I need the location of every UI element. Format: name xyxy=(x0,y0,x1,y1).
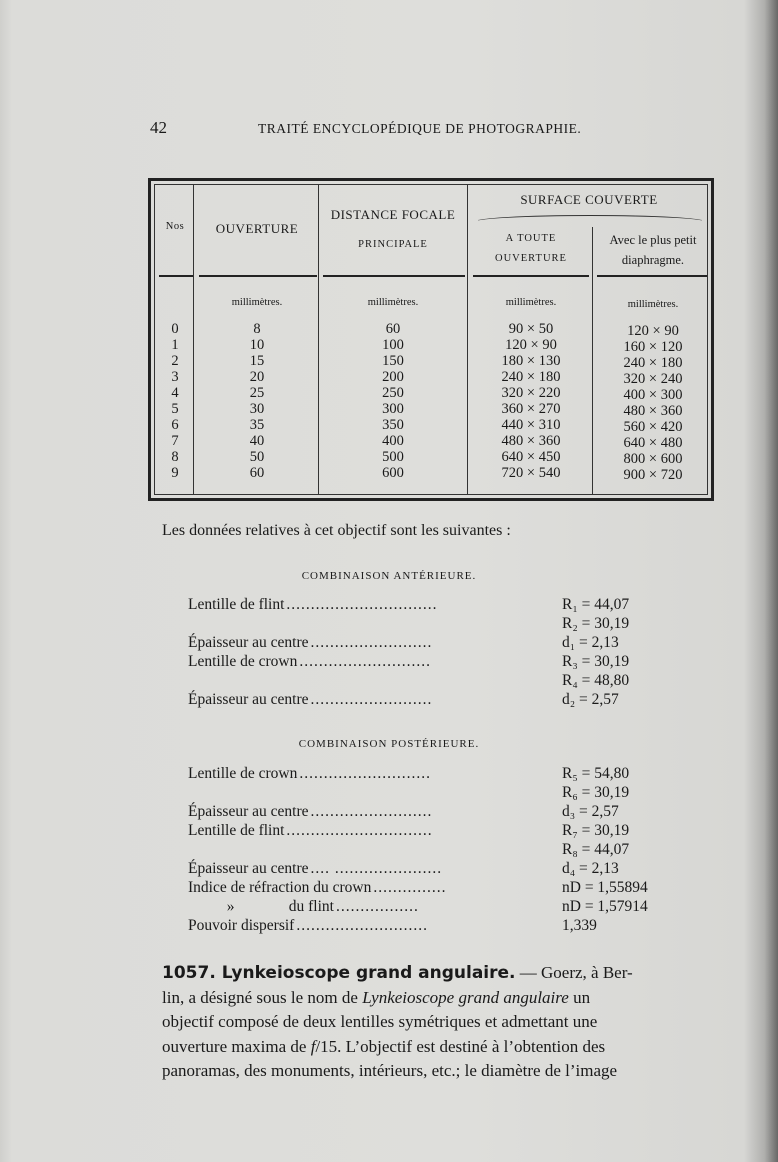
running-title: TRAITÉ ENCYCLOPÉDIQUE DE PHOTOGRAPHIE. xyxy=(258,121,582,136)
paragraph-text: panoramas, des monuments, intérieurs, etc.; le diamètre de l’image xyxy=(162,1061,618,1080)
spec-value: d₁ = 2,13 xyxy=(562,634,619,651)
paragraph-line xyxy=(162,1059,710,1084)
spec-row xyxy=(188,615,658,634)
table-cell-petit: 800 × 600 xyxy=(623,451,683,467)
spec-value: R₁ = 44,07 xyxy=(562,596,630,613)
column-ouverture xyxy=(195,321,319,481)
table-cell-ouverture: 35 xyxy=(249,417,265,433)
spec-row xyxy=(188,898,658,917)
spec-label: Épaisseur au centre xyxy=(188,634,309,651)
spec-value: d₄ = 2,13 xyxy=(562,860,619,877)
table-cell-distance: 150 xyxy=(382,353,404,369)
spec-label: Épaisseur au centre xyxy=(188,803,309,820)
spec-row xyxy=(188,917,658,936)
table-cell-toute: 720 × 540 xyxy=(501,465,561,481)
table-cell-distance: 400 xyxy=(382,433,404,449)
header-rule xyxy=(473,275,589,277)
paragraph-text: ouverture maxima de xyxy=(162,1036,311,1056)
table-cell-distance: 500 xyxy=(382,449,404,465)
lens-table xyxy=(148,178,714,501)
header-rule xyxy=(597,275,707,277)
spec-dots: ............... xyxy=(373,879,447,896)
table-cell-n: 6 xyxy=(171,417,179,433)
table-cell-toute: 90 × 50 xyxy=(508,321,554,337)
table-cell-ouverture: 40 xyxy=(249,433,265,449)
table-cell-ouverture: 8 xyxy=(253,321,261,337)
table-cell-petit: 160 × 120 xyxy=(623,339,683,355)
spec-value: R₆ = 30,19 xyxy=(562,784,630,801)
table-cell-distance: 60 xyxy=(385,321,401,337)
spec-label: » du flint xyxy=(188,898,334,915)
paragraph-line xyxy=(162,986,710,1011)
paragraph-text: un xyxy=(568,987,591,1007)
table-cell-distance: 600 xyxy=(382,465,404,481)
spec-dots: ........................... xyxy=(296,917,428,934)
table-cell-distance: 250 xyxy=(382,385,404,401)
paragraph-line xyxy=(162,1010,710,1035)
spec-label: Lentille de crown xyxy=(188,653,298,670)
spec-dots: .... ...................... xyxy=(310,860,443,877)
header-nos: Nos xyxy=(165,221,185,232)
page-number: 42 xyxy=(150,118,167,137)
table-cell-n: 2 xyxy=(171,353,179,369)
paragraph-text: /15. L’objectif est destiné à l’obtention des xyxy=(315,1036,606,1056)
spec-row xyxy=(188,653,658,672)
header-rule xyxy=(199,275,317,277)
table-cell-toute: 480 × 360 xyxy=(501,433,561,449)
paragraph-text: lin, a désigné sous le nom de xyxy=(162,987,363,1007)
spec-value: R₄ = 48,80 xyxy=(562,672,630,689)
table-cell-n: 1 xyxy=(171,337,179,353)
table-cell-toute: 320 × 220 xyxy=(501,385,561,401)
table-cell-petit: 480 × 360 xyxy=(623,403,683,419)
table-cell-petit: 900 × 720 xyxy=(623,467,683,483)
table-cell-petit: 560 × 420 xyxy=(623,419,683,435)
spec-label: Lentille de crown xyxy=(188,765,298,782)
table-cell-toute: 640 × 450 xyxy=(501,449,561,465)
spec-row xyxy=(188,784,658,803)
paragraph-1057 xyxy=(162,961,710,1084)
spec-value: d₃ = 2,57 xyxy=(562,803,619,820)
spec-value: R₂ = 30,19 xyxy=(562,615,630,632)
table-cell-n: 4 xyxy=(171,385,179,401)
paragraph-line xyxy=(162,961,710,986)
unit-distance: millimètres. xyxy=(367,297,419,308)
table-cell-distance: 300 xyxy=(382,401,404,417)
column-nos xyxy=(157,321,193,481)
header-diaphragme: diaphragme. xyxy=(621,253,685,267)
table-cell-ouverture: 15 xyxy=(249,353,265,369)
table-cell-n: 0 xyxy=(171,321,179,337)
spec-label: Lentille de flint xyxy=(188,822,285,839)
header-distance-focale: DISTANCE FOCALE xyxy=(330,207,456,222)
table-cell-toute: 120 × 90 xyxy=(505,337,557,353)
table-cell-toute: 180 × 130 xyxy=(501,353,561,369)
spec-value: R₃ = 30,19 xyxy=(562,653,630,670)
spec-label: Épaisseur au centre xyxy=(188,691,309,708)
spec-value: nD = 1,55894 xyxy=(562,879,648,896)
spec-value: d₂ = 2,57 xyxy=(562,691,619,708)
header-principale: PRINCIPALE xyxy=(358,239,428,250)
spec-dots: .............................. xyxy=(286,822,433,839)
spec-value: R₇ = 30,19 xyxy=(562,822,630,839)
table-cell-ouverture: 25 xyxy=(249,385,265,401)
paragraph-text: — Goerz, à Ber- xyxy=(515,963,633,982)
italic-text: Lynkeioscope grand angulaire xyxy=(362,987,569,1007)
table-cell-toute: 240 × 180 xyxy=(501,369,561,385)
table-cell-n: 3 xyxy=(171,369,179,385)
section-number: 1057. xyxy=(162,963,222,983)
header-rule xyxy=(323,275,465,277)
unit-toute: millimètres. xyxy=(505,297,557,308)
table-cell-ouverture: 30 xyxy=(249,401,265,417)
paragraph-line xyxy=(162,1035,710,1060)
italic-text: f xyxy=(310,1036,316,1056)
table-cell-n: 9 xyxy=(171,465,179,481)
spec-value: R₅ = 54,80 xyxy=(562,765,630,782)
column-distance xyxy=(319,321,467,481)
spec-row xyxy=(188,860,658,879)
header-avec-le-plus-petit: Avec le plus petit xyxy=(609,233,697,247)
table-cell-n: 7 xyxy=(171,433,179,449)
header-a-toute: A TOUTE xyxy=(505,233,557,244)
spec-dots: ........................... xyxy=(299,765,431,782)
column-petit xyxy=(593,323,713,483)
column-toute xyxy=(469,321,593,481)
table-cell-petit: 400 × 300 xyxy=(623,387,683,403)
spec-row xyxy=(188,765,658,784)
table-cell-petit: 240 × 180 xyxy=(623,355,683,371)
section-heading: Lynkeioscope grand angulaire. xyxy=(221,963,516,983)
spec-label: Pouvoir dispersif xyxy=(188,917,295,934)
spec-dots: ............................... xyxy=(286,596,438,613)
spec-dots: ........................... xyxy=(299,653,431,670)
table-cell-toute: 440 × 310 xyxy=(501,417,561,433)
spec-row xyxy=(188,634,658,653)
spec-dots: ......................... xyxy=(310,803,433,820)
header-surface-couverte: SURFACE COUVERTE xyxy=(520,192,658,207)
spec-dots: ......................... xyxy=(310,634,433,651)
page-header xyxy=(148,118,618,140)
spec-value: nD = 1,57914 xyxy=(562,898,648,915)
paragraph-text: objectif composé de deux lentilles symétriques et admettant une xyxy=(162,1012,598,1031)
section-title-posterieure: COMBINAISON POSTÉRIEURE. xyxy=(298,738,480,750)
table-cell-petit: 320 × 240 xyxy=(623,371,683,387)
spec-row xyxy=(188,822,658,841)
spec-row xyxy=(188,841,658,860)
header-ouverture-sub: OUVERTURE xyxy=(495,253,567,264)
spec-row xyxy=(188,879,658,898)
spec-value: R₈ = 44,07 xyxy=(562,841,630,858)
spec-value: 1,339 xyxy=(562,917,597,934)
spec-dots: ......................... xyxy=(310,691,433,708)
spec-row xyxy=(188,596,658,615)
unit-petit: millimètres. xyxy=(627,299,679,310)
table-cell-distance: 200 xyxy=(382,369,404,385)
table-cell-petit: 640 × 480 xyxy=(623,435,683,451)
spec-row xyxy=(188,672,658,691)
unit-ouverture: millimètres. xyxy=(231,297,283,308)
spec-label: Indice de réfraction du crown xyxy=(188,879,372,896)
table-cell-ouverture: 20 xyxy=(249,369,265,385)
table-cell-ouverture: 10 xyxy=(249,337,265,353)
table-cell-n: 5 xyxy=(171,401,179,417)
table-cell-ouverture: 60 xyxy=(249,465,265,481)
spec-dots: ................. xyxy=(335,898,419,915)
table-cell-ouverture: 50 xyxy=(249,449,265,465)
header-ouverture: OUVERTURE xyxy=(215,221,299,236)
header-brace xyxy=(473,215,707,222)
header-rule xyxy=(159,275,193,277)
column-divider xyxy=(467,185,468,494)
intro-text: Les données relatives à cet objectif sont les suivantes : xyxy=(162,522,511,539)
table-cell-distance: 350 xyxy=(382,417,404,433)
table-cell-n: 8 xyxy=(171,449,179,465)
spec-row xyxy=(188,803,658,822)
table-cell-petit: 120 × 90 xyxy=(627,323,679,339)
table-cell-distance: 100 xyxy=(382,337,404,353)
spec-label: Lentille de flint xyxy=(188,596,285,613)
section-title-anterieure: COMBINAISON ANTÉRIEURE. xyxy=(301,570,477,582)
table-cell-toute: 360 × 270 xyxy=(501,401,561,417)
column-divider xyxy=(193,185,194,494)
spec-row xyxy=(188,691,658,710)
spec-label: Épaisseur au centre xyxy=(188,860,309,877)
